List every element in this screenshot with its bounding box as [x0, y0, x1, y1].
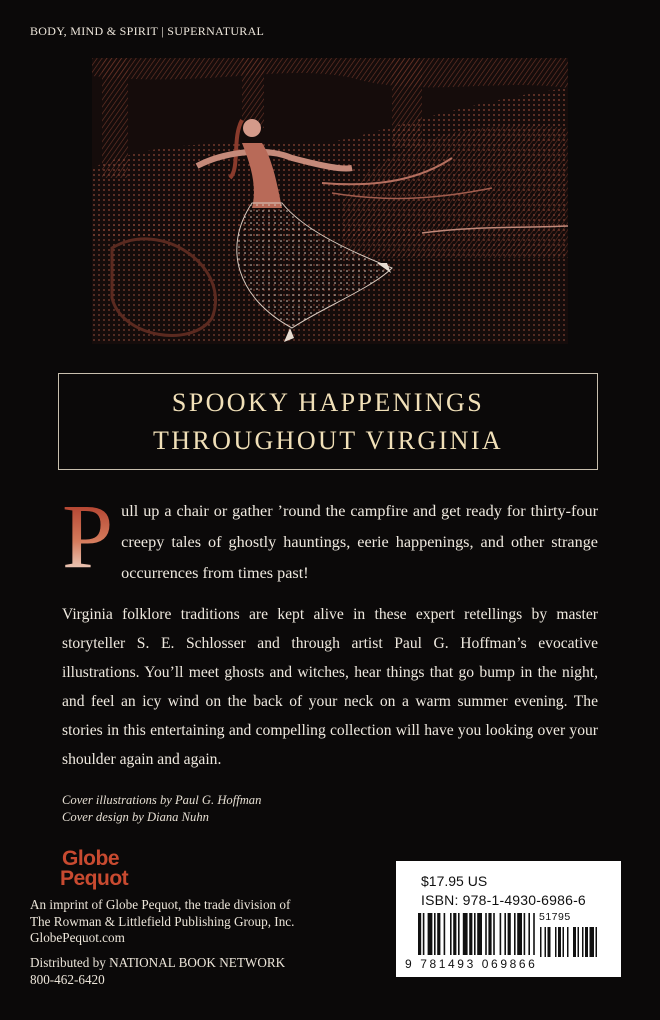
price-label: $17.95 US [421, 873, 488, 889]
isbn-label: ISBN: 978-1-4930-6986-6 [421, 892, 586, 908]
intro-paragraph [62, 485, 598, 589]
category-label: BODY, MIND & SPIRIT | SUPERNATURAL [30, 24, 265, 38]
imprint-info [30, 897, 410, 947]
logo-line-1: Globe [62, 847, 120, 870]
credits [62, 792, 261, 826]
distribution-info [30, 955, 285, 988]
barcode-icon [416, 913, 616, 959]
headline-line-2: THROUGHOUT VIRGINIA [152, 425, 504, 455]
illustration-credit: Cover illustrations by Paul G. Hoffman [62, 793, 262, 807]
imprint-line-1: An imprint of Globe Pequot, the trade division of [30, 897, 291, 912]
headline-box [58, 373, 598, 470]
publisher-logo [62, 849, 128, 889]
distributor-text: Distributed by NATIONAL BOOK NETWORK [30, 955, 286, 970]
addon-number: 51795 [539, 911, 571, 923]
imprint-line-2: The Rowman & Littlefield Publishing Group, Inc. [30, 913, 295, 929]
distributor-phone: 800-462-6420 [30, 971, 105, 987]
headline-line-1: SPOOKY HAPPENINGS [171, 387, 485, 417]
logo-line-2: Pequot [60, 867, 129, 890]
cover-illustration [92, 58, 568, 344]
design-credit: Cover design by Diana Nuhn [62, 810, 209, 824]
publisher-website: GlobePequot.com [30, 930, 125, 945]
barcode-panel [396, 861, 621, 977]
intro-text: ull up a chair or gather ’round the campfire and get ready for thirty-four creepy tales of ghostly hauntings, eerie happenings, and other strange occurrences from times past! [121, 502, 598, 582]
description-paragraph: Virginia folklore traditions are kept alive in these expert retellings by master storyteller S. E. Schlosser and through artist Paul G. Hoffman’s evocative illustrations. You’ll meet ghosts and witches, hear things that go bump in the night, and feel an icy wind on the back of your neck on a warm summer evening. The stories in this entertaining and compelling collection will have you looking over your shoulder again and again. [62, 606, 598, 768]
ean-digits: 9 781493 069866 [405, 957, 538, 971]
drop-cap: P [62, 485, 114, 587]
